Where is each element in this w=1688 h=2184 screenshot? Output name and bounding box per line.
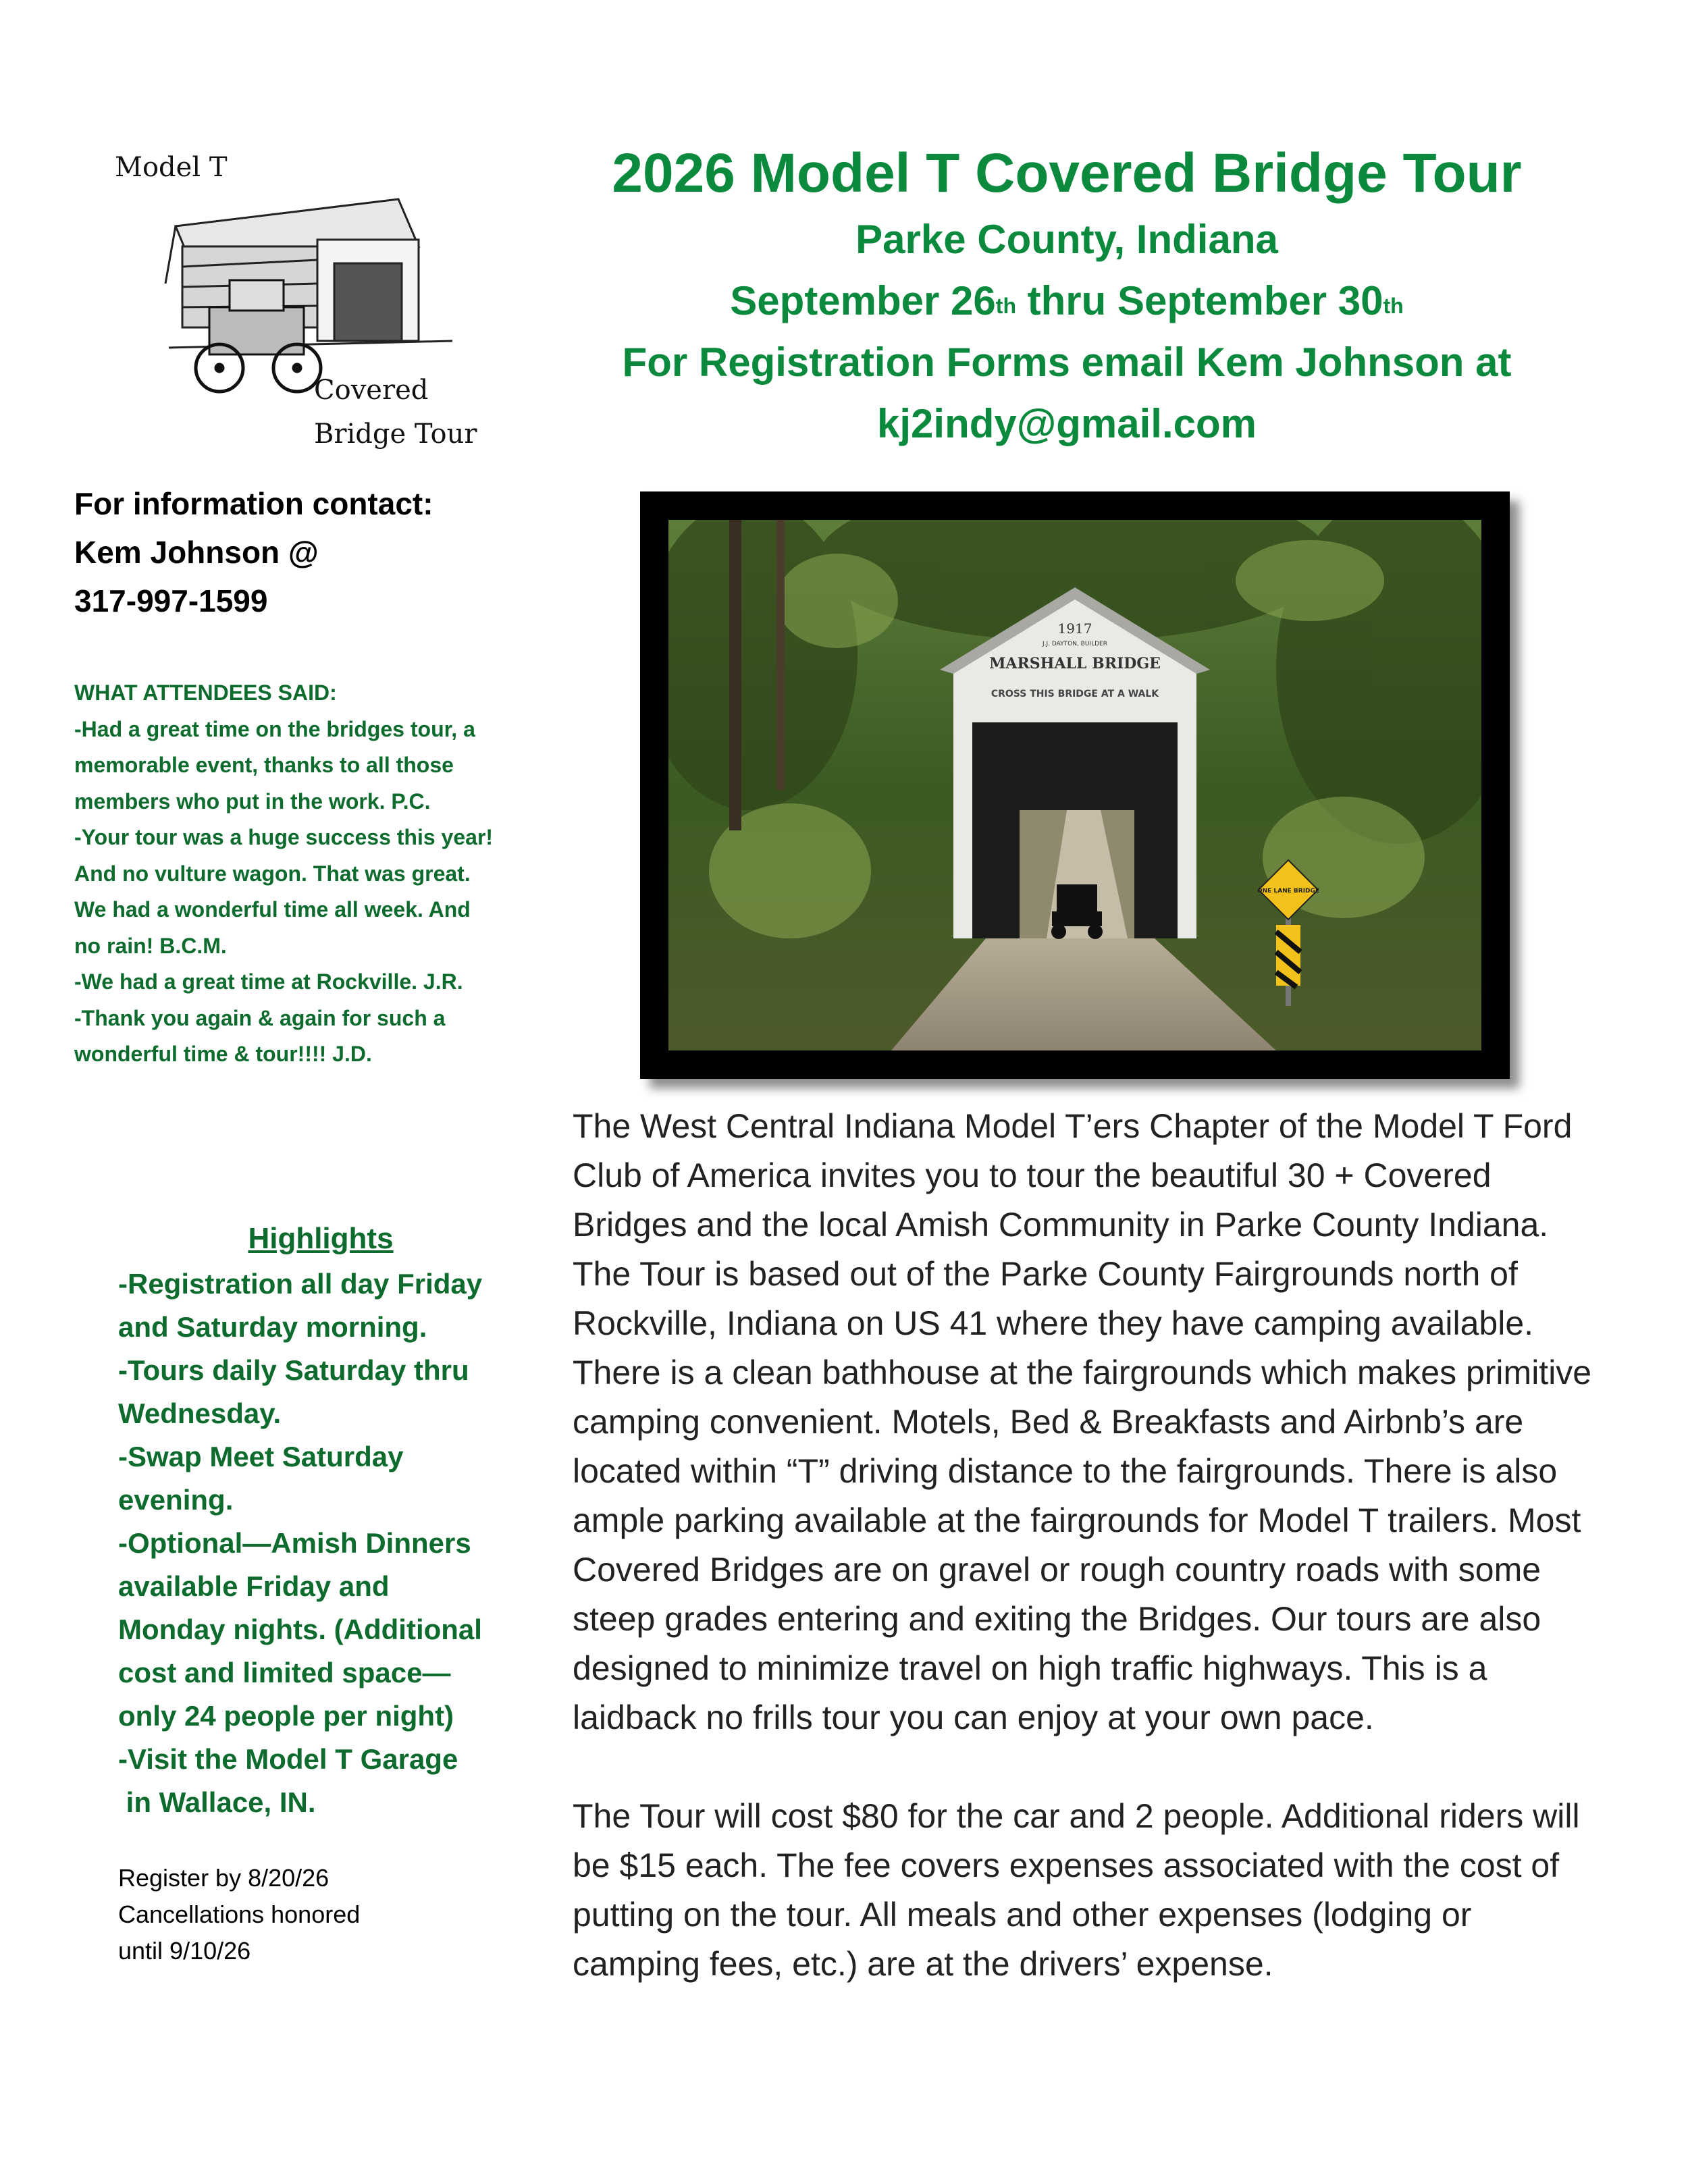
contact-info [74,479,506,625]
description-paragraph: The West Central Indiana Model T’ers Chapter of the Model T Ford Club of America invites you to tour the beautiful 30 + Covered Bridges and the local Amish Community in Parke County Indiana. The Tour is based out of the Parke County Fairgrounds north of Rockville, Indiana on US 41 where they have camping available. There is a clean bathhouse at the fairgrounds which makes primitive camping convenient. Motels, Bed & Breakfasts and Airbnb’s are located within “T” driving distance to the fairgrounds. There is also ample parking available at the fairgrounds for Model T trailers. Most Covered Bridges are on gravel or rough country roads with some steep grades entering and exiting the Bridges. Our tours are also designed to minimize travel on high traffic highways. This is a laidback no frills tour you can enjoy at your own pace. [573,1107,1592,1736]
highlight-line: Wednesday. [118,1397,282,1429]
quote-line: -We had a great time at Rockville. J.R. [74,969,463,994]
highlight-line: and Saturday morning. [118,1311,427,1343]
covered-bridge-sketch [101,145,479,456]
quote-line: -Your tour was a huge success this year! [74,825,494,849]
highlight-line: -Tours daily Saturday thru [118,1354,469,1386]
quotes-heading: WHAT ATTENDEES SAID: [74,681,337,705]
contact-name: Kem Johnson @ [74,535,319,570]
highlights-heading: Highlights [248,1222,394,1255]
highlight-line: Monday nights. (Additional [118,1614,482,1645]
tour-logo [101,145,479,456]
logo-top-text: Model T [115,152,228,183]
quote-line: -Had a great time on the bridges tour, a [74,716,475,741]
bridge-photo-image [668,520,1481,1050]
highlights-list [118,1262,537,1824]
highlight-line: available Friday and [118,1570,390,1602]
contact-label: For information contact: [74,486,433,521]
quote-line: We had a wonderful time all week. And [74,897,471,922]
dates-start: September 26 [730,278,996,323]
highlight-line: -Registration all day Friday [118,1268,483,1300]
quote-line: no rain! B.C.M. [74,933,227,958]
dates-end-suffix: th [1383,294,1404,318]
highlights-section [118,1215,537,1824]
quote-line: -Thank you again & again for such a [74,1005,446,1030]
bridge-photo [640,491,1510,1079]
attendee-quotes [74,675,574,1073]
road-sign-text: ONE LANE BRIDGE [1257,888,1320,895]
register-by: Register by 8/20/26 [118,1864,329,1892]
register-deadline [118,1860,469,1969]
logo-bottom-line2: Bridge Tour [314,419,477,450]
highlight-line: cost and limited space— [118,1657,451,1688]
tour-description [573,1102,1599,2038]
highlight-line: in Wallace, IN. [118,1786,316,1818]
location: Parke County, Indiana [855,217,1278,262]
highlight-line: -Swap Meet Saturday [118,1441,404,1472]
sign-caption: CROSS THIS BRIDGE AT A WALK [991,689,1159,699]
highlight-line: -Visit the Model T Garage [118,1743,458,1775]
quote-line: And no vulture wagon. That was great. [74,861,471,886]
logo-bottom-line1: Covered [314,375,429,406]
cancellation-date: until 9/10/26 [118,1937,251,1965]
dates-end: thru September 30 [1016,278,1383,323]
page-header [540,138,1593,454]
contact-phone[interactable]: 317-997-1599 [74,583,268,618]
highlight-line: evening. [118,1484,234,1516]
page-title: 2026 Model T Covered Bridge Tour [612,142,1522,204]
registration-note: For Registration Forms email Kem Johnson at [622,340,1512,385]
sign-year: 1917 [1057,620,1092,637]
dates [540,270,1593,331]
highlight-line: -Optional—Amish Dinners [118,1527,471,1559]
cost-paragraph: The Tour will cost $80 for the car and 2 people. Additional riders will be $15 each. The fee covers expenses associated with the cost of putting on the tour. All meals and other expenses (lodging or camping fees, etc.) are at the drivers’ expense. [573,1797,1580,1983]
sign-bridge-name: MARSHALL BRIDGE [989,655,1161,672]
sign-builder: J.J. DAYTON, BUILDER [1043,641,1107,647]
registration-email[interactable]: kj2indy@gmail.com [876,401,1257,446]
quote-line: members who put in the work. P.C. [74,789,431,814]
highlight-line: only 24 people per night) [118,1700,454,1732]
quote-line: memorable event, thanks to all those [74,753,454,777]
dates-start-suffix: th [995,294,1016,318]
quote-line: wonderful time & tour!!!! J.D. [74,1042,372,1066]
cancellation-note: Cancellations honored [118,1900,361,1928]
